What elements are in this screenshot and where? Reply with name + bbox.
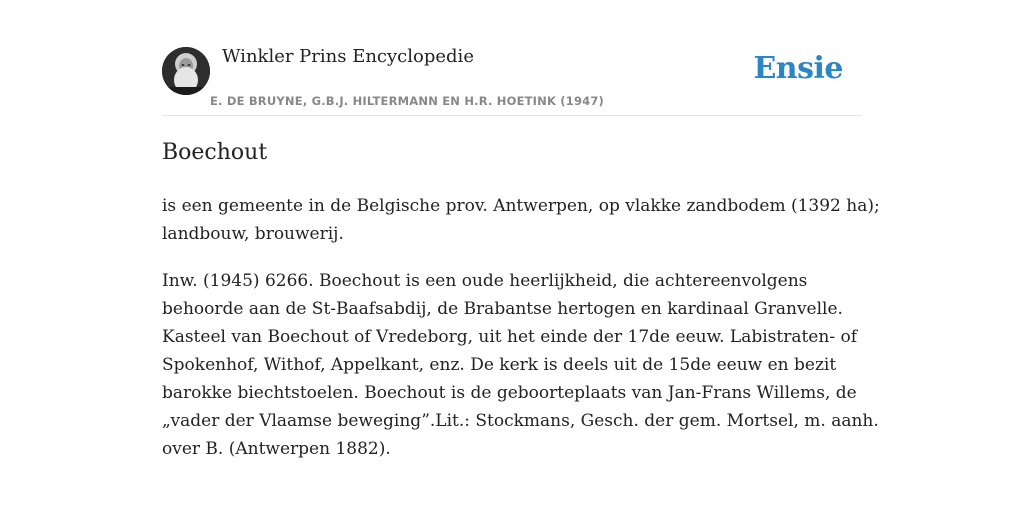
entry-paragraph-2 <box>162 267 879 463</box>
entry-title: Boechout <box>162 140 268 165</box>
ensie-logo-link[interactable]: Ensie <box>753 51 843 86</box>
site-title-link[interactable]: Winkler Prins Encyclopedie <box>222 46 474 67</box>
author-portrait-avatar[interactable] <box>162 47 210 95</box>
paragraph-line: Inw. (1945) 6266. Boechout is een oude heerlijkheid, die achtereenvolgens <box>162 271 808 291</box>
paragraph-line: „vader der Vlaamse beweging”.Lit.: Stockmans, Gesch. der gem. Mortsel, m. aanh. <box>162 411 879 431</box>
paragraph-line: behoorde aan de St-Baafsabdij, de Brabantse hertogen en kardinaal Granvelle. <box>162 299 843 319</box>
paragraph-line: is een gemeente in de Belgische prov. Antwerpen, op vlakke zandbodem (1392 ha); <box>162 196 880 216</box>
paragraph-line: Spokenhof, Withof, Appelkant, enz. De kerk is deels uit de 15de eeuw en bezit <box>162 355 837 375</box>
entry-paragraph-1 <box>162 192 880 248</box>
paragraph-line: Kasteel van Boechout of Vredeborg, uit het einde der 17de eeuw. Labistraten- of <box>162 327 857 347</box>
portrait-image <box>162 47 210 95</box>
header-divider <box>162 115 862 116</box>
paragraph-line: barokke biechtstoelen. Boechout is de geboorteplaats van Jan-Frans Willems, de <box>162 383 857 403</box>
authors-byline: E. DE BRUYNE, G.B.J. HILTERMANN EN H.R. HOETINK (1947) <box>210 94 605 108</box>
paragraph-line: over B. (Antwerpen 1882). <box>162 439 391 459</box>
paragraph-line: landbouw, brouwerij. <box>162 224 344 244</box>
